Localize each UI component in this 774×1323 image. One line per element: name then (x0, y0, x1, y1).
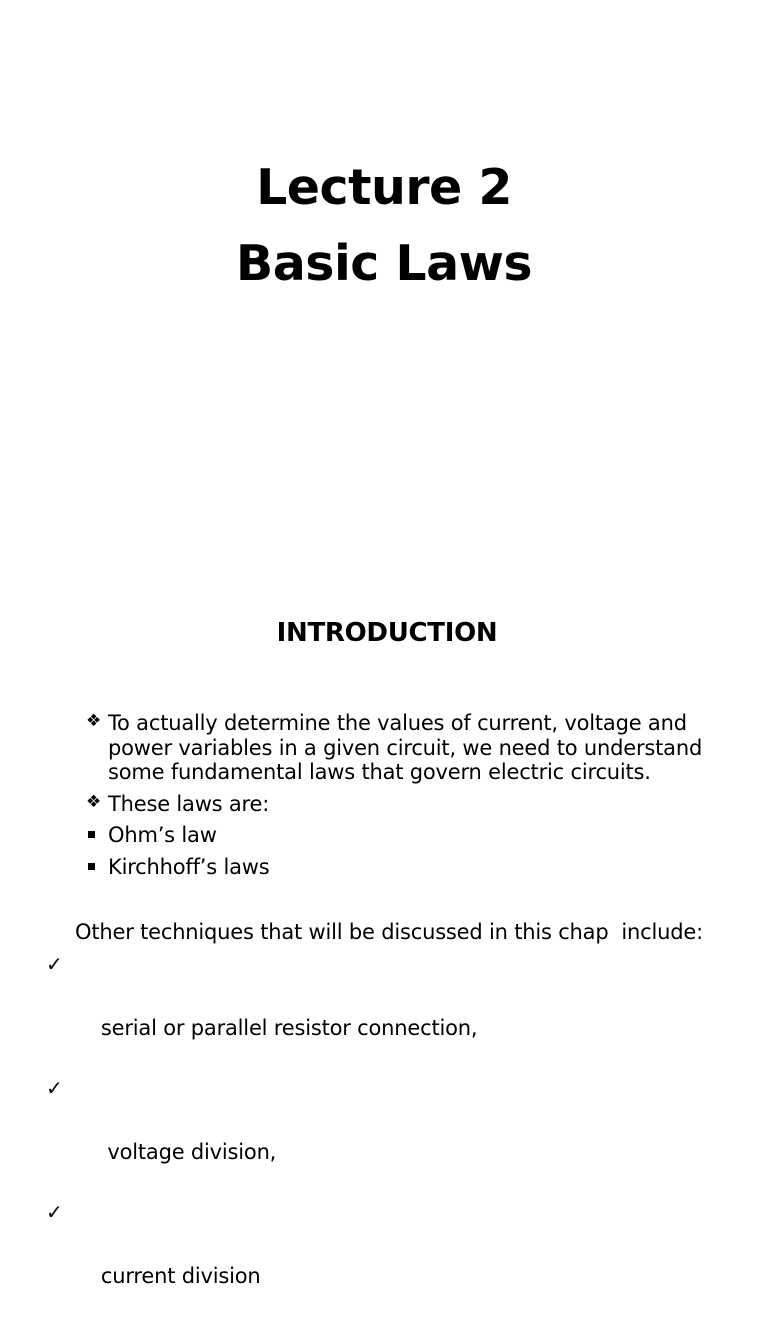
square-bullet-icon (88, 863, 95, 870)
checklist (46, 951, 746, 1323)
section-heading: INTRODUCTION (276, 618, 498, 648)
checkmark-icon: ✓ (46, 1076, 63, 1100)
bullet-text: To actually determine the values of current, voltage and power variables in a given circuit, we need to understand some fundamental laws that govern electric circuits. (108, 711, 703, 784)
list-item (86, 823, 726, 848)
check-text: voltage division, (100, 1140, 277, 1164)
diamond-bullet-icon: ❖ (86, 791, 102, 812)
checkmark-icon: ✓ (46, 952, 63, 976)
title-line-2: Basic Laws (235, 235, 533, 292)
check-text: current division (100, 1264, 261, 1288)
bullet-text: Ohm’s law (108, 823, 217, 847)
other-techniques-text: Other techniques that will be discussed in this chap include: (75, 920, 703, 944)
list-item (46, 951, 746, 1075)
list-item (86, 792, 726, 817)
check-text: serial or parallel resistor connection, (100, 1016, 478, 1040)
bullet-list (86, 711, 726, 886)
diamond-bullet-icon: ❖ (86, 711, 102, 731)
list-item (46, 1075, 746, 1199)
list-item (86, 855, 726, 880)
bullet-text: Kirchhoff’s laws (108, 854, 270, 879)
checkmark-icon: ✓ (46, 1200, 63, 1224)
title-line-1: Lecture 2 (256, 159, 512, 216)
slide-title (0, 150, 768, 302)
bullet-text: These laws are: (108, 791, 270, 816)
list-item (86, 711, 726, 785)
square-bullet-icon (88, 831, 95, 838)
list-item (46, 1199, 746, 1323)
